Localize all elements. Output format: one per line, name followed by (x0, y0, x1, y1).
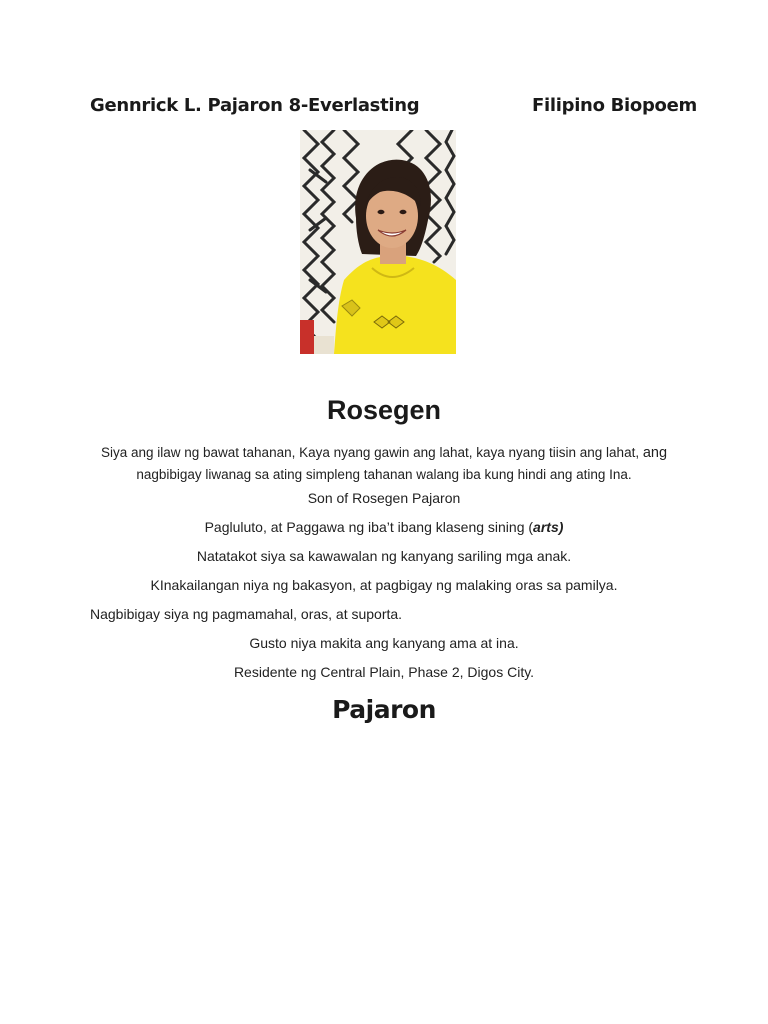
document-type-heading: Filipino Biopoem (532, 95, 697, 116)
likes-emphasis: arts) (533, 519, 564, 535)
intro-line-1-tail: ang (642, 445, 668, 461)
fears-line: Natatakot siya sa kawawalan ng kanyang sariling mga anak. (196, 548, 572, 564)
gives-line: Nagbibigay siya ng pagmamahal, oras, at suporta. (90, 606, 403, 622)
wants-line: Gusto niya makita ang kanyang ama at ina. (249, 635, 519, 651)
author-heading: Gennrick L. Pajaron 8-Everlasting (90, 95, 420, 116)
residence-line: Residente ng Central Plain, Phase 2, Digos City. (233, 664, 535, 680)
likes-line (0, 519, 768, 535)
first-name-title: Rosegen (326, 395, 442, 425)
portrait-photo-icon (300, 130, 456, 354)
intro-paragraph (96, 442, 672, 485)
relation-line: Son of Rosegen Pajaron (307, 490, 461, 506)
likes-text: Pagluluto, at Paggawa ng iba’t ibang klaseng sining ( (204, 519, 534, 535)
last-name-title: Pajaron (332, 695, 436, 724)
intro-line-2: nagbibigay liwanag sa ating simpleng tahanan walang iba kung hindi ang ating Ina. (136, 467, 632, 482)
intro-line-1: Siya ang ilaw ng bawat tahanan, Kaya nyang gawin ang lahat, kaya nyang tiisin ang lahat, (100, 445, 640, 460)
needs-line: KInakailangan niya ng bakasyon, at pagbigay ng malaking oras sa pamilya. (150, 577, 618, 593)
